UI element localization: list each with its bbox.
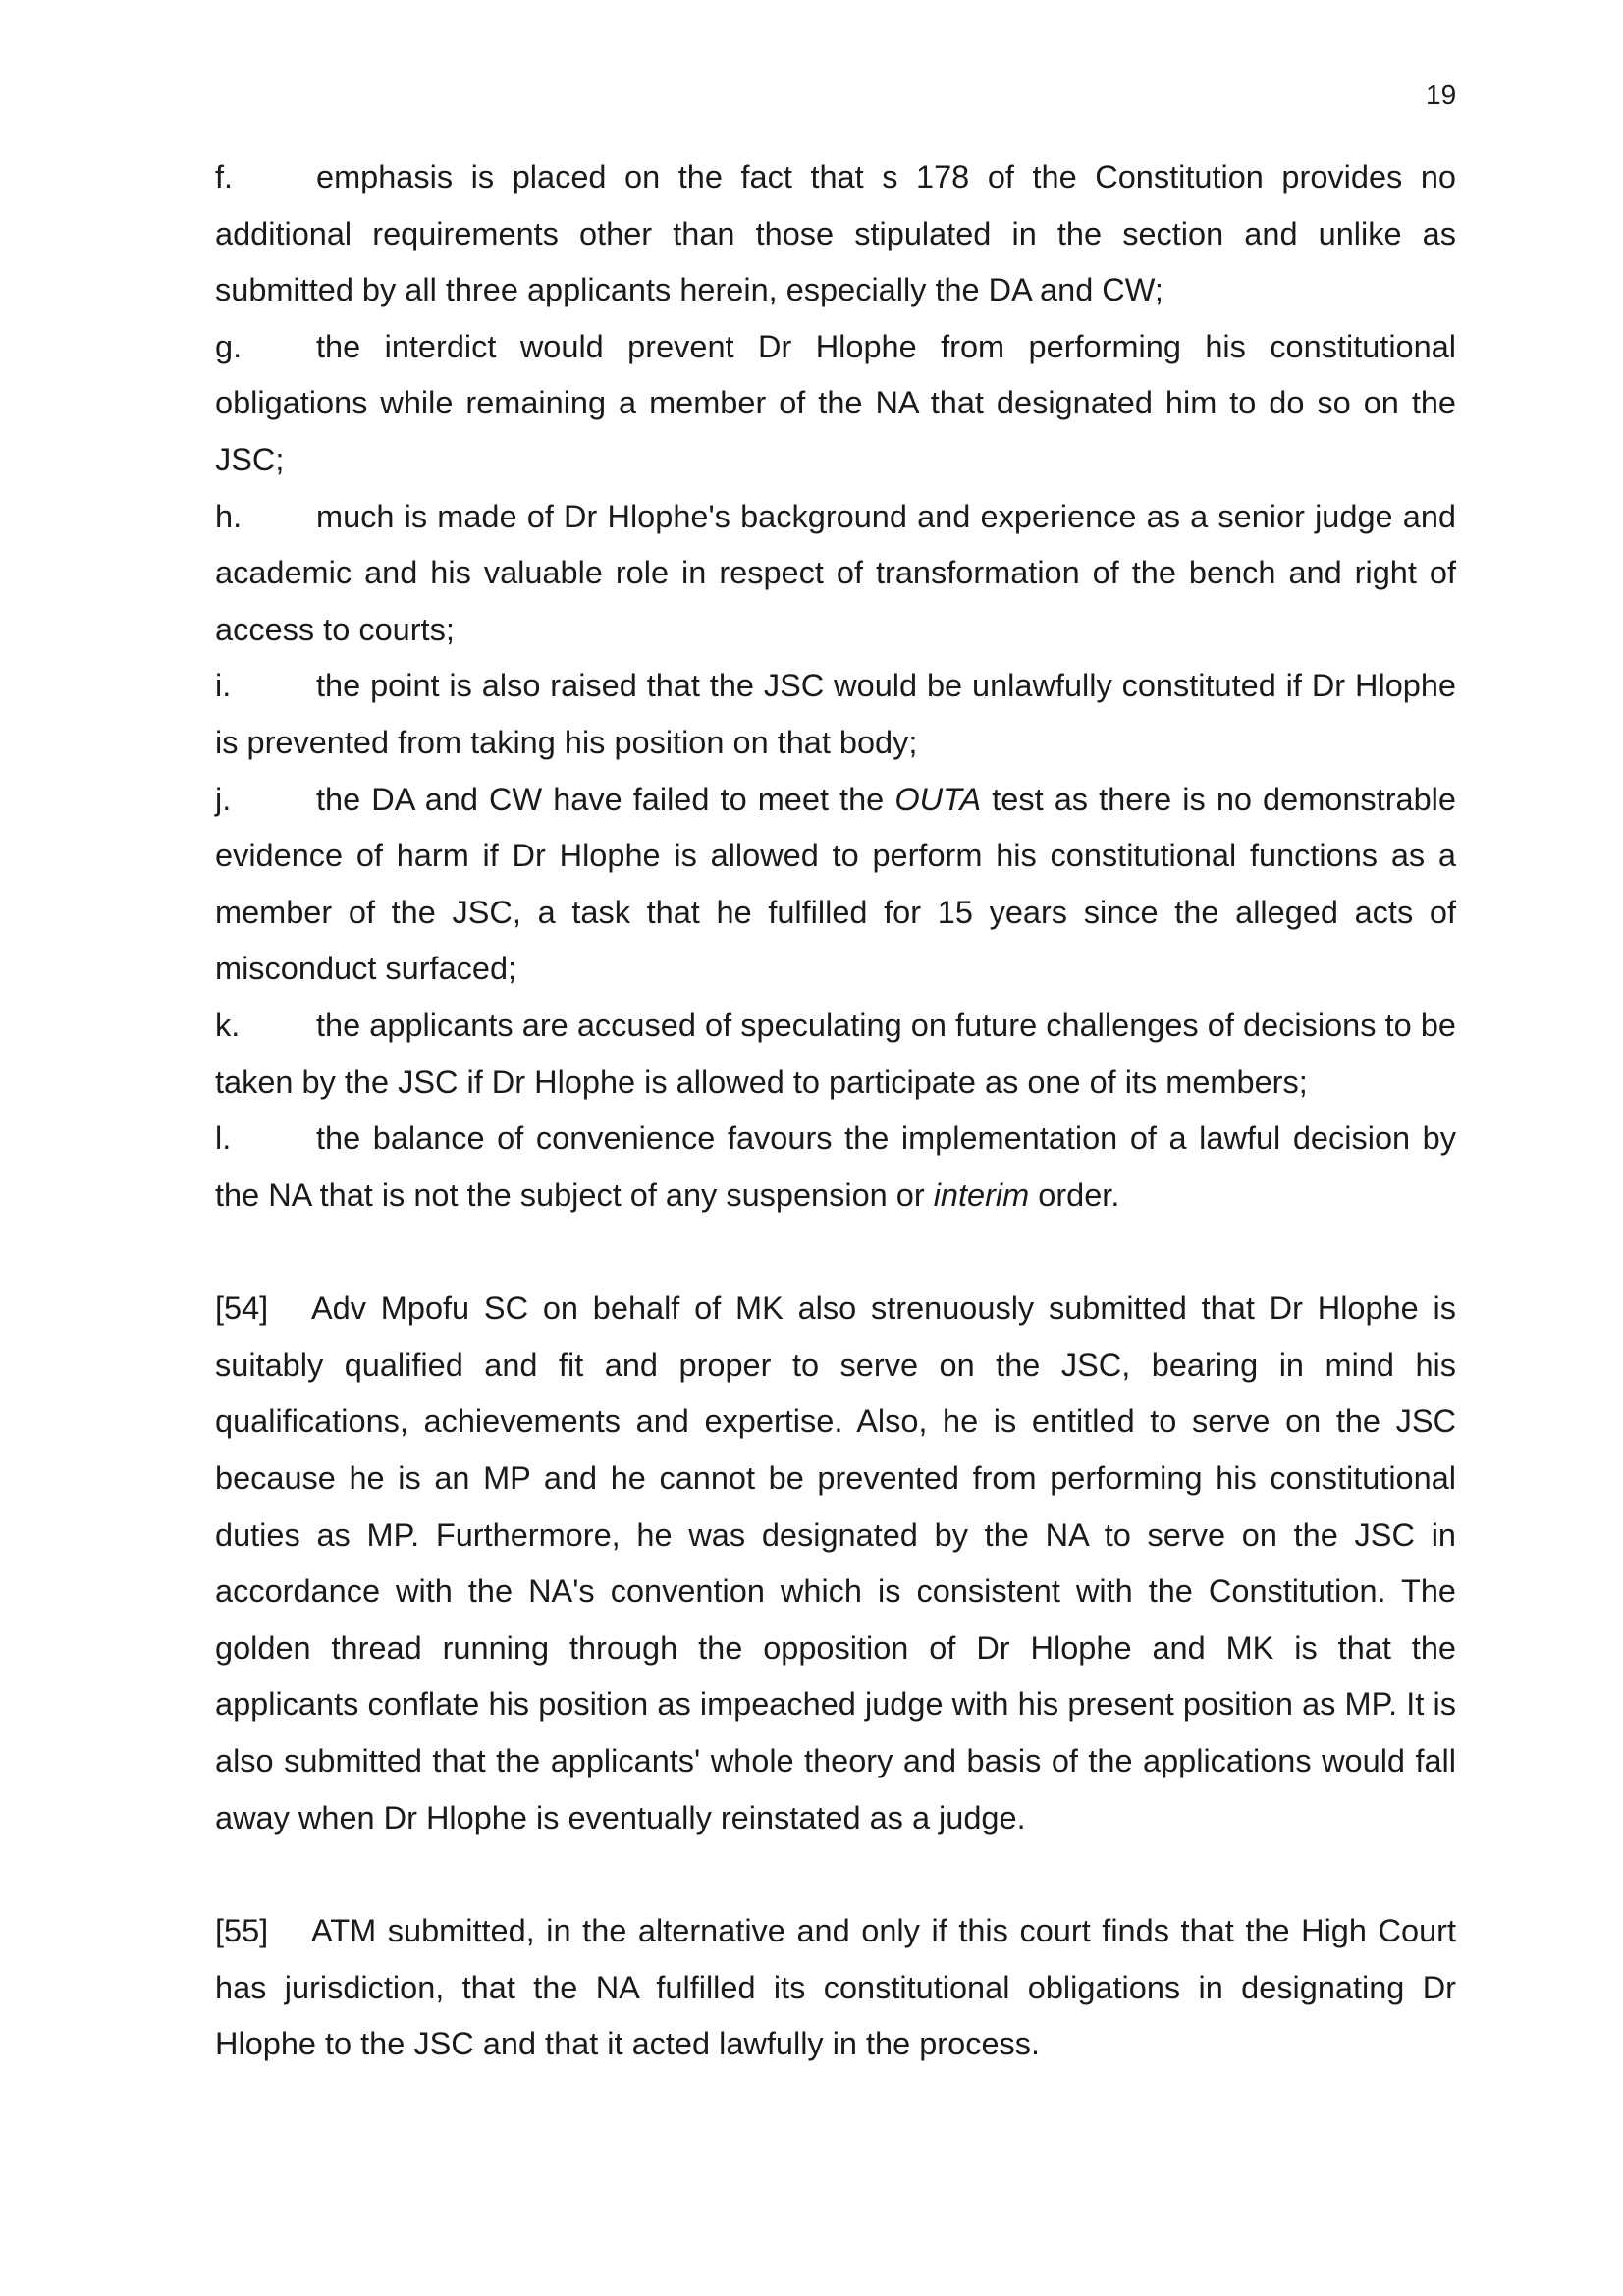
- list-item-text: the interdict would prevent Dr Hlophe from performing his constitutional obligations while remaining a member of the NA that designated him to do so on the JSC;: [215, 328, 1456, 477]
- list-marker: j.: [215, 781, 232, 817]
- list-item-k: [215, 998, 1456, 1111]
- list-item-text: the applicants are accused of speculating on future challenges of decisions to be taken by the JSC if Dr Hlophe is allowed to participate as one of its members;: [215, 1007, 1456, 1100]
- list-item-f: [215, 149, 1456, 319]
- list-marker: g.: [215, 328, 243, 364]
- list-item-j: [215, 772, 1456, 998]
- list-marker: f.: [215, 159, 234, 194]
- list-item-text: the balance of convenience favours the implementation of a lawful decision by the NA that is not the subject of any suspension or: [215, 1121, 1456, 1213]
- paragraph-54: [215, 1281, 1456, 1846]
- paragraph-spacer: [215, 1224, 1456, 1281]
- list-item-text: much is made of Dr Hlophe's background and experience as a senior judge and academic and his valuable role in respect of transformation of the bench and right of access to courts;: [215, 498, 1456, 647]
- list-marker: i.: [215, 668, 232, 704]
- list-item-text: the DA and CW have failed to meet the: [316, 781, 895, 817]
- list-item-h: [215, 489, 1456, 659]
- case-citation-outa: OUTA: [894, 781, 982, 817]
- list-item-text: test as there is no demonstrable evidence of harm if Dr Hlophe is allowed to perform his constitutional functions as a member of the JSC, a task that he fulfilled for 15 years since the alleged acts of misconduct surfaced;: [215, 781, 1456, 987]
- list-marker: h.: [215, 498, 243, 534]
- paragraph-number: [55]: [215, 1913, 269, 1949]
- list-item-i: [215, 658, 1456, 771]
- paragraph-text: ATM submitted, in the alternative and only if this court finds that the High Court has jurisdiction, that the NA fulfilled its constitutional obligations in designating Dr Hlophe to the JSC and that it acted lawfully in the process.: [215, 1913, 1456, 2062]
- list-item-text: emphasis is placed on the fact that s 178 of the Constitution provides no additional requirements other than those stipulated in the section and unlike as submitted by all three applicants herein, especially the DA and CW;: [215, 159, 1456, 308]
- paragraph-text: Adv Mpofu SC on behalf of MK also strenuously submitted that Dr Hlophe is suitably qualified and fit and proper to serve on the JSC, bearing in mind his qualifications, achievements and expertise. Also, he is entitled to serve on the JSC because he is an MP and he cannot be prevented from performing his constitutional duties as MP. Furthermore, he was designated by the NA to serve on the JSC in accordance with the NA's convention which is consistent with the Constitution. The golden thread running through the opposition of Dr Hlophe and MK is that the applicants conflate his position as impeached judge with his present position as MP. It is also submitted that the applicants' whole theory and basis of the applications would fall away when Dr Hlophe is eventually reinstated as a judge.: [215, 1290, 1456, 1835]
- list-item-g: [215, 319, 1456, 489]
- list-marker: l.: [215, 1121, 232, 1157]
- document-body: [215, 149, 1456, 2073]
- page-number: 19: [1426, 80, 1457, 110]
- paragraph-55: [215, 1903, 1456, 2073]
- list-item-text: order.: [1029, 1176, 1120, 1213]
- paragraph-number: [54]: [215, 1290, 269, 1327]
- list-marker: k.: [215, 1007, 241, 1043]
- list-item-text: the point is also raised that the JSC would be unlawfully constituted if Dr Hlophe is prevented from taking his position on that body;: [215, 668, 1456, 760]
- paragraph-spacer: [215, 1846, 1456, 1903]
- italic-interim: interim: [933, 1176, 1030, 1213]
- list-item-l: [215, 1111, 1456, 1224]
